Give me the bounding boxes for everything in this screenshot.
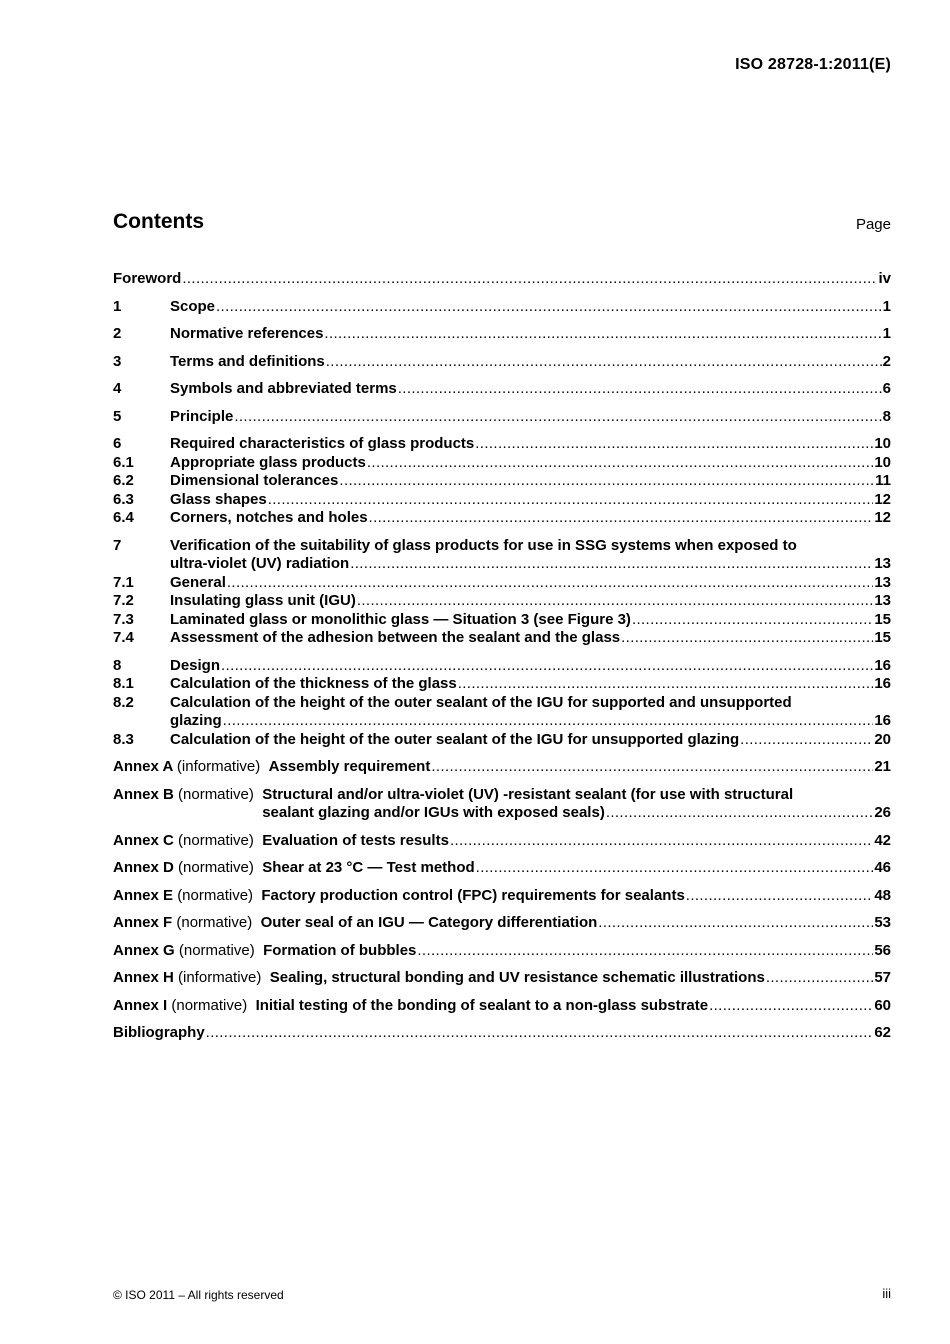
toc-title-line1: Calculation of the height of the outer sealant of the IGU for supported and unsupported bbox=[170, 693, 792, 711]
toc-entry-annex-h[interactable] bbox=[113, 969, 891, 988]
dot-leader bbox=[632, 611, 873, 630]
toc-entry-4[interactable] bbox=[113, 380, 891, 399]
toc-title-line1: Structural and/or ultra-violet (UV) -resistant sealant (for use with structural bbox=[262, 785, 794, 803]
annex-lead bbox=[113, 786, 262, 805]
toc-number: 7.2 bbox=[113, 592, 134, 609]
toc-number: 6.4 bbox=[113, 509, 134, 526]
annex-label: Annex A bbox=[113, 758, 173, 775]
toc-title: Sealing, structural bonding and UV resistance schematic illustrations bbox=[269, 969, 765, 986]
annex-label: Annex B bbox=[113, 785, 174, 803]
toc-entry-5[interactable] bbox=[113, 408, 891, 427]
toc-number: 8.1 bbox=[113, 675, 134, 692]
toc-entry-annex-d[interactable] bbox=[113, 859, 891, 878]
annex-label: Annex E bbox=[113, 886, 174, 904]
toc-entry-8-3[interactable] bbox=[113, 731, 891, 750]
toc-entry-annex-i[interactable] bbox=[113, 997, 891, 1016]
toc-number: 6 bbox=[113, 435, 122, 452]
dot-leader bbox=[369, 509, 874, 528]
toc-entry-foreword[interactable] bbox=[113, 270, 891, 289]
dot-leader bbox=[227, 574, 873, 593]
toc-title: Assessment of the adhesion between the sealant and the glass bbox=[170, 629, 621, 646]
toc-title: Appropriate glass products bbox=[170, 453, 366, 471]
toc-entry-1[interactable] bbox=[113, 298, 891, 317]
toc-number: 5 bbox=[113, 407, 122, 425]
toc-title: Terms and definitions bbox=[170, 352, 325, 370]
toc-page: 13 bbox=[874, 573, 891, 591]
toc-page: 6 bbox=[882, 380, 891, 397]
toc-title-line2: glazing bbox=[170, 712, 222, 729]
dot-leader bbox=[475, 435, 873, 454]
toc-page: 21 bbox=[874, 758, 891, 775]
contents-title: Contents bbox=[113, 210, 204, 233]
annex-kind: (informative) bbox=[178, 969, 262, 986]
toc-title: Assembly requirement bbox=[268, 758, 431, 775]
toc-title: Foreword bbox=[113, 270, 182, 287]
dot-leader bbox=[268, 491, 874, 510]
toc-page: 10 bbox=[874, 435, 891, 452]
annex-lead bbox=[113, 942, 263, 961]
annex-label: Annex I bbox=[113, 996, 168, 1014]
toc-number: 6.2 bbox=[113, 472, 134, 489]
toc-page: 15 bbox=[874, 629, 891, 646]
toc-entry-6-1[interactable] bbox=[113, 454, 891, 473]
toc-page: 1 bbox=[882, 325, 891, 342]
dot-leader bbox=[206, 1024, 874, 1043]
toc-page: 13 bbox=[874, 555, 891, 572]
dot-leader bbox=[621, 629, 873, 648]
toc-page: 13 bbox=[874, 592, 891, 609]
annex-kind: (normative) bbox=[176, 914, 253, 931]
annex-lead bbox=[113, 758, 269, 777]
toc-title: Laminated glass or monolithic glass — Situation 3 (see Figure 3) bbox=[170, 610, 631, 628]
toc-page: 8 bbox=[882, 407, 891, 425]
annex-kind: (normative) bbox=[177, 886, 254, 904]
toc-entry-8-2[interactable] bbox=[113, 694, 891, 731]
dot-leader bbox=[740, 731, 873, 750]
toc-title: Scope bbox=[170, 297, 216, 315]
toc-page: 11 bbox=[875, 472, 891, 489]
toc-title: Bibliography bbox=[113, 1024, 205, 1041]
toc-page: 53 bbox=[874, 914, 891, 931]
toc-entry-7-2[interactable] bbox=[113, 592, 891, 611]
annex-lead bbox=[113, 997, 256, 1016]
toc-entry-7-3[interactable] bbox=[113, 611, 891, 630]
toc-number: 7.3 bbox=[113, 610, 134, 628]
dot-leader bbox=[216, 298, 882, 317]
toc-page: 62 bbox=[874, 1024, 891, 1041]
toc-entry-annex-a[interactable] bbox=[113, 758, 891, 777]
toc-title: Dimensional tolerances bbox=[170, 472, 339, 489]
annex-label: Annex D bbox=[113, 859, 174, 876]
toc-title: Calculation of the height of the outer sealant of the IGU for unsupported glazing bbox=[170, 730, 740, 748]
toc-page: 20 bbox=[874, 730, 891, 748]
dot-leader bbox=[476, 859, 874, 878]
toc-number: 8.2 bbox=[113, 693, 134, 711]
toc-title: Glass shapes bbox=[170, 490, 267, 508]
toc-number: 6.3 bbox=[113, 490, 134, 508]
table-of-contents bbox=[113, 270, 891, 1052]
toc-page: 57 bbox=[874, 969, 891, 986]
dot-leader bbox=[182, 270, 877, 289]
toc-title: Calculation of the thickness of the glass bbox=[170, 675, 457, 692]
toc-title: Insulating glass unit (IGU) bbox=[170, 592, 356, 609]
toc-page: 12 bbox=[874, 490, 891, 508]
toc-page: 42 bbox=[874, 831, 891, 849]
toc-page: 16 bbox=[874, 712, 891, 729]
annex-lead bbox=[113, 914, 261, 933]
dot-leader bbox=[398, 380, 882, 399]
toc-entry-annex-b[interactable] bbox=[113, 786, 891, 823]
toc-number: 1 bbox=[113, 297, 122, 315]
dot-leader bbox=[606, 804, 874, 823]
toc-title: Design bbox=[170, 656, 221, 674]
toc-number: 7.1 bbox=[113, 573, 134, 591]
toc-entry-7-4[interactable] bbox=[113, 629, 891, 648]
toc-number: 7 bbox=[113, 536, 122, 554]
standard-identifier: ISO 28728-1:2011(E) bbox=[735, 56, 891, 73]
annex-kind: (normative) bbox=[171, 996, 248, 1014]
annex-lead bbox=[113, 969, 270, 988]
toc-entry-6-3[interactable] bbox=[113, 491, 891, 510]
toc-entry-annex-g[interactable] bbox=[113, 942, 891, 961]
dot-leader bbox=[350, 555, 873, 574]
toc-number: 4 bbox=[113, 380, 122, 397]
dot-leader bbox=[458, 675, 874, 694]
toc-entry-7-1[interactable] bbox=[113, 574, 891, 593]
toc-entry-8[interactable] bbox=[113, 657, 891, 676]
page-column-label: Page bbox=[855, 216, 891, 233]
toc-page: 16 bbox=[874, 656, 891, 674]
toc-number: 8.3 bbox=[113, 730, 134, 748]
dot-leader bbox=[339, 472, 874, 491]
dot-leader bbox=[221, 657, 873, 676]
annex-lead bbox=[113, 859, 262, 878]
toc-entry-annex-f[interactable] bbox=[113, 914, 891, 933]
toc-title: Initial testing of the bonding of sealant to a non-glass substrate bbox=[255, 996, 709, 1014]
toc-entry-8-1[interactable] bbox=[113, 675, 891, 694]
toc-title: Evaluation of tests results bbox=[262, 831, 449, 849]
toc-title: Symbols and abbreviated terms bbox=[170, 380, 397, 397]
toc-entry-annex-c[interactable] bbox=[113, 832, 891, 851]
toc-title: Required characteristics of glass products bbox=[170, 435, 475, 452]
toc-page: 46 bbox=[874, 859, 891, 876]
annex-lead bbox=[113, 832, 262, 851]
toc-entry-7[interactable] bbox=[113, 537, 891, 574]
toc-entry-6-4[interactable] bbox=[113, 509, 891, 528]
dot-leader bbox=[686, 887, 874, 906]
dot-leader bbox=[417, 942, 873, 961]
annex-kind: (normative) bbox=[178, 941, 255, 959]
toc-title: General bbox=[170, 573, 226, 591]
toc-entry-annex-e[interactable] bbox=[113, 887, 891, 906]
toc-page: iv bbox=[878, 270, 891, 287]
toc-title: Formation of bubbles bbox=[263, 941, 417, 959]
toc-entry-bibliography[interactable] bbox=[113, 1024, 891, 1043]
annex-label: Annex F bbox=[113, 914, 173, 931]
toc-title: Normative references bbox=[170, 325, 324, 342]
page-number: iii bbox=[882, 1286, 891, 1301]
toc-page: 15 bbox=[874, 610, 891, 628]
copyright-notice: © ISO 2011 – All rights reserved bbox=[113, 1288, 284, 1302]
dot-leader bbox=[357, 592, 873, 611]
toc-page: 26 bbox=[874, 804, 891, 821]
annex-kind: (informative) bbox=[176, 758, 261, 775]
toc-page: 10 bbox=[874, 453, 891, 471]
toc-title-line2: sealant glazing and/or IGUs with exposed seals) bbox=[262, 804, 605, 821]
toc-page: 12 bbox=[874, 509, 891, 526]
toc-title: Shear at 23 °C — Test method bbox=[262, 859, 475, 876]
dot-leader bbox=[367, 454, 873, 473]
toc-page: 48 bbox=[874, 886, 891, 904]
dot-leader bbox=[234, 408, 881, 427]
annex-label: Annex H bbox=[113, 969, 174, 986]
toc-entry-6-2[interactable] bbox=[113, 472, 891, 491]
toc-number: 8 bbox=[113, 656, 122, 674]
toc-title: Principle bbox=[170, 407, 234, 425]
toc-title-line1: Verification of the suitability of glass products for use in SSG systems when exposed to bbox=[170, 536, 797, 554]
toc-page: 16 bbox=[874, 675, 891, 692]
dot-leader bbox=[598, 914, 873, 933]
toc-number: 6.1 bbox=[113, 453, 134, 471]
dot-leader bbox=[326, 353, 882, 372]
dot-leader bbox=[431, 758, 873, 777]
toc-title: Outer seal of an IGU — Category differentiation bbox=[260, 914, 598, 931]
toc-page: 60 bbox=[874, 996, 891, 1014]
toc-title: Corners, notches and holes bbox=[170, 509, 368, 526]
annex-label: Annex G bbox=[113, 941, 175, 959]
toc-entry-3[interactable] bbox=[113, 353, 891, 372]
toc-entry-2[interactable] bbox=[113, 325, 891, 344]
dot-leader bbox=[223, 712, 874, 731]
toc-page: 2 bbox=[882, 352, 891, 370]
toc-number: 7.4 bbox=[113, 629, 134, 646]
annex-kind: (normative) bbox=[178, 859, 254, 876]
dot-leader bbox=[709, 997, 873, 1016]
dot-leader bbox=[324, 325, 881, 344]
annex-label: Annex C bbox=[113, 831, 174, 849]
toc-number: 2 bbox=[113, 325, 122, 342]
dot-leader bbox=[766, 969, 873, 988]
annex-lead bbox=[113, 887, 261, 906]
toc-title: Factory production control (FPC) requirements for sealants bbox=[261, 886, 685, 904]
dot-leader bbox=[450, 832, 873, 851]
toc-page: 1 bbox=[882, 297, 891, 315]
annex-kind: (normative) bbox=[178, 785, 254, 803]
toc-title-line2: ultra-violet (UV) radiation bbox=[170, 555, 350, 572]
toc-page: 56 bbox=[874, 941, 891, 959]
toc-entry-6[interactable] bbox=[113, 435, 891, 454]
annex-kind: (normative) bbox=[178, 831, 254, 849]
toc-number: 3 bbox=[113, 352, 122, 370]
